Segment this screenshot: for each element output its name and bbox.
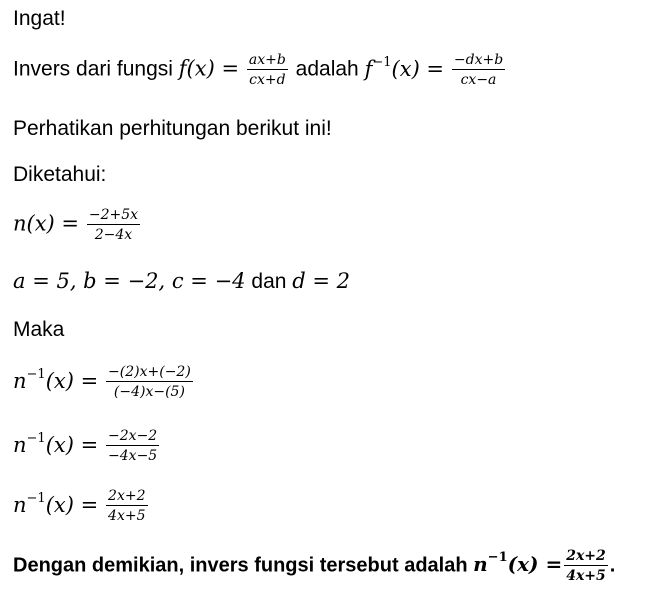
f-numerator: ax+b [248, 52, 286, 68]
coefficients-dan: dan [251, 270, 287, 293]
f-denominator: cx+d [249, 72, 286, 88]
given-label: Diketahui: [13, 163, 107, 186]
conclusion-lhs: $n^{-1}(x)$ = [473, 550, 563, 577]
conclusion-line [13, 548, 615, 584]
intro-heading: Ingat! [13, 7, 66, 30]
conclusion-fraction [564, 548, 608, 584]
rule-connector: adalah [295, 57, 359, 81]
finv-fraction [452, 52, 505, 88]
maka-label: Maka [13, 318, 65, 341]
step-1-lhs: $n^{-1}(x)$ = [13, 366, 99, 393]
step-1-fraction [106, 364, 193, 400]
given-denominator: 2−4x [94, 227, 133, 243]
step-2 [13, 428, 161, 464]
given-fraction [87, 207, 140, 243]
step-3-denominator: 4x+5 [108, 508, 146, 524]
coefficients-part1: a = 5, b = −2, c = −4 [13, 269, 246, 293]
given-lhs: n(x) = [13, 211, 80, 236]
f-lhs: f(x) = [178, 56, 240, 81]
step-2-denominator: −4x−5 [108, 448, 158, 464]
instruction-text: Perhatikan perhitungan berikut ini! [13, 117, 332, 140]
conclusion-denominator: 4x+5 [566, 568, 606, 584]
step-1-numerator: −(2)x+(−2) [108, 364, 191, 380]
finv-numerator: −dx+b [453, 52, 504, 68]
step-2-lhs: $n^{-1}(x)$ = [13, 430, 99, 457]
f-fraction [247, 52, 288, 88]
rule-text: Invers dari fungsi [13, 57, 173, 81]
conclusion-text: Dengan demikian, invers fungsi tersebut adalah [13, 554, 468, 577]
conclusion-numerator: 2x+2 [566, 548, 606, 564]
step-3-numerator: 2x+2 [108, 488, 146, 504]
step-1-denominator: (−4)x−(5) [113, 384, 185, 400]
inverse-rule-line [13, 52, 507, 88]
step-3 [13, 488, 150, 524]
step-2-fraction [106, 428, 159, 464]
coefficients-part2: d = 2 [292, 269, 351, 293]
finv-denominator: cx−a [460, 72, 497, 88]
step-1 [13, 364, 195, 400]
step-3-fraction [106, 488, 147, 524]
given-numerator: −2+5x [88, 207, 139, 223]
conclusion-period: . [609, 554, 616, 577]
step-2-numerator: −2x−2 [108, 428, 158, 444]
finv-lhs: $f^{-1}(x)$ = [364, 54, 445, 81]
step-3-lhs: $n^{-1}(x)$ = [13, 490, 99, 517]
coefficients-line [13, 271, 350, 292]
given-function-line [13, 207, 142, 243]
